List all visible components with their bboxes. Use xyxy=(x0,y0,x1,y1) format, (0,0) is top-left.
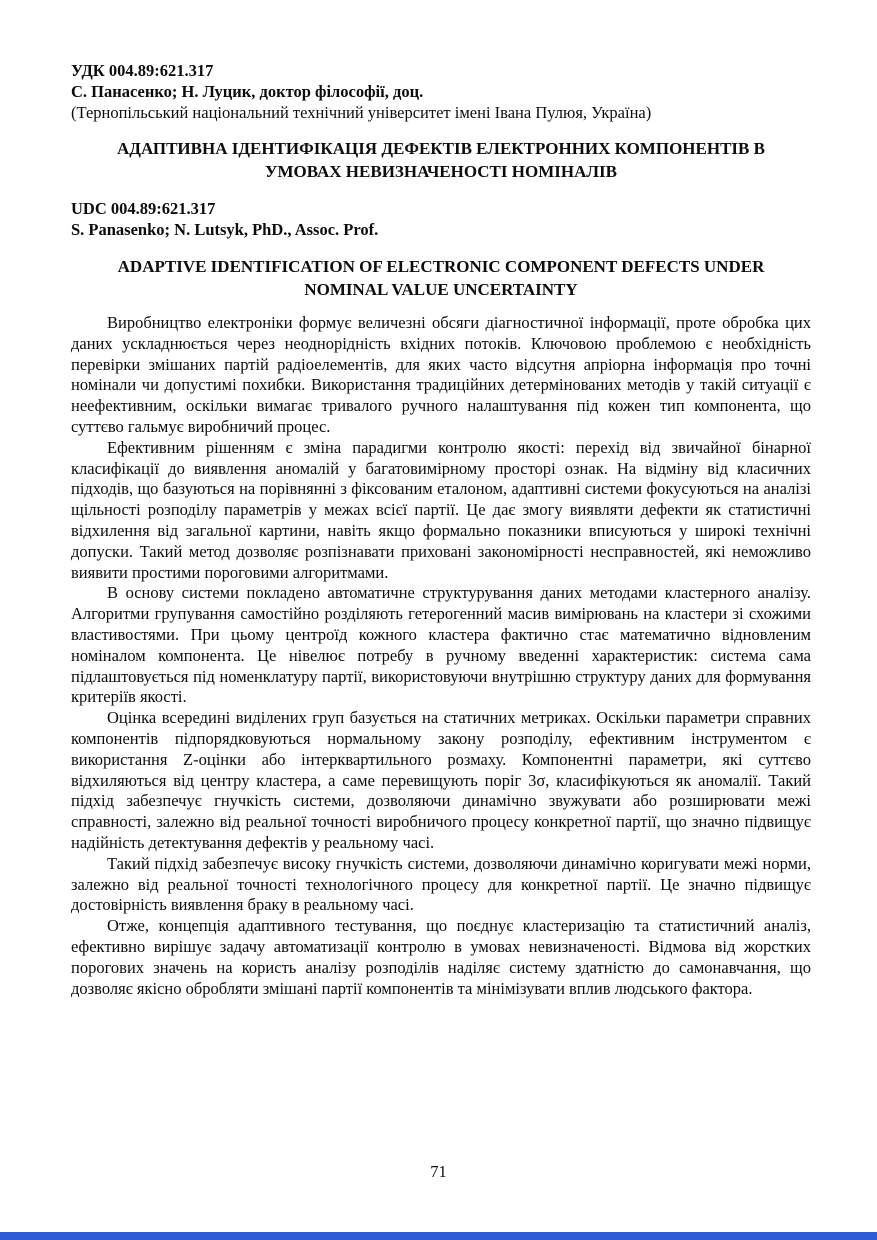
paragraph-2: Ефективним рішенням є зміна парадигми контролю якості: перехід від звичайної бінарної класифікації до виявлення аномалій у багатовимірному просторі ознак. На відміну від класичних підходів, що базуються на порівнянні з фіксованим еталоном, адаптивні системи фокусуються на аналізі щільності розподілу параметрів у межах всієї партії. Це дає змогу виявляти дефекти як статистичні відхилення від загальної картини, навіть якщо формально показники вписуються у широкі технічні допуски. Такий метод дозволяє розпізнавати приховані закономірності несправностей, які неможливо виявити простими пороговими алгоритмами. xyxy=(71,437,811,582)
paragraph-1: Виробництво електроніки формує величезні обсяги діагностичної інформації, проте обробка цих даних ускладнюється через неоднорідність вхідних потоків. Ключовою проблемою є необхідність перевірки змішаних партій радіоелементів, для яких часто відсутня апріорна інформація про точні номінали чи допустимі похибки. Використання традиційних детермінованих методів у такій ситуації є неефективним, оскільки вимагає тривалого ручного налаштування під кожен тип компонента, що суттєво гальмує виробничий процес. xyxy=(71,313,811,436)
title-en xyxy=(71,255,811,301)
paragraph-6: Отже, концепція адаптивного тестування, що поєднує кластеризацію та статистичний аналіз, ефективно вирішує задачу автоматизації контролю в умовах невизначеності. Відмова від жорстких порогових значень на користь аналізу розподілів наділяє систему здатністю до самонавчання, що дозволяє якісно обробляти змішані партії компонентів та мінімізувати вплив людського фактора. xyxy=(71,916,811,998)
udc-code-en: UDC 004.89:621.317 xyxy=(71,199,216,218)
paragraph-4: Оцінка всередині виділених груп базується на статичних метриках. Оскільки параметри справних компонентів підпорядковуються нормальному закону розподілу, ефективним інструментом є використання Z-оцінки або інтерквартильного розмаху. Компонентні параметри, які суттєво відхиляються від центру кластера, а саме перевищують поріг 3σ, класифікуються як аномалії. Такий підхід забезпечує гнучкість системи, дозволяючи динамічно звужувати або розширювати межі справності, залежно від реальної точності виробничого процесу конкретної партії, що значно підвищує надійність детектування дефектів у реальному часі. xyxy=(71,708,811,852)
paragraph-5: Такий підхід забезпечує високу гнучкість системи, дозволяючи динамічно коригувати межі норми, залежно від реальної точності технологічного процесу для конкретної партії. Це значно підвищує достовірність виявлення браку в реальному часі. xyxy=(71,853,811,915)
affiliation-ua: (Тернопільський національний технічний університет імені Івана Пулюя, Україна) xyxy=(71,103,652,122)
article-body xyxy=(71,313,811,999)
title-en-line-2: NOMINAL VALUE UNCERTAINTY xyxy=(304,280,578,299)
title-ua-line-1: АДАПТИВНА ІДЕНТИФІКАЦІЯ ДЕФЕКТІВ ЕЛЕКТРОННИХ КОМПОНЕНТІВ В xyxy=(117,139,765,158)
paragraph-3: В основу системи покладено автоматичне структурування даних методами кластерного аналізу. Алгоритми групування самостійно розділяють гетерогенний масив вимірювань на кластери зі схожими властивостями. При цьому центроїд кожного кластера фактично стає математично відновленим номіналом компонента. Це нівелює потребу в ручному введенні характеристик: система сама підлаштовується під номенклатуру партії, використовуючи внутрішню структуру даних для формування критеріїв якості. xyxy=(71,583,811,707)
udc-code-ua: УДК 004.89:621.317 xyxy=(71,61,214,80)
title-ua xyxy=(71,137,811,183)
authors-en: S. Panasenko; N. Lutsyk, PhD., Assoc. Prof. xyxy=(71,220,379,239)
title-en-line-1: ADAPTIVE IDENTIFICATION OF ELECTRONIC COMPONENT DEFECTS UNDER xyxy=(117,257,765,276)
authors-ua: С. Панасенко; Н. Луцик, доктор філософії, доц. xyxy=(71,82,424,101)
bottom-accent-bar xyxy=(0,1232,877,1240)
page-number: 71 xyxy=(430,1162,447,1181)
title-ua-line-2: УМОВАХ НЕВИЗНАЧЕНОСТІ НОМІНАЛІВ xyxy=(264,162,617,181)
header-en xyxy=(71,198,811,240)
